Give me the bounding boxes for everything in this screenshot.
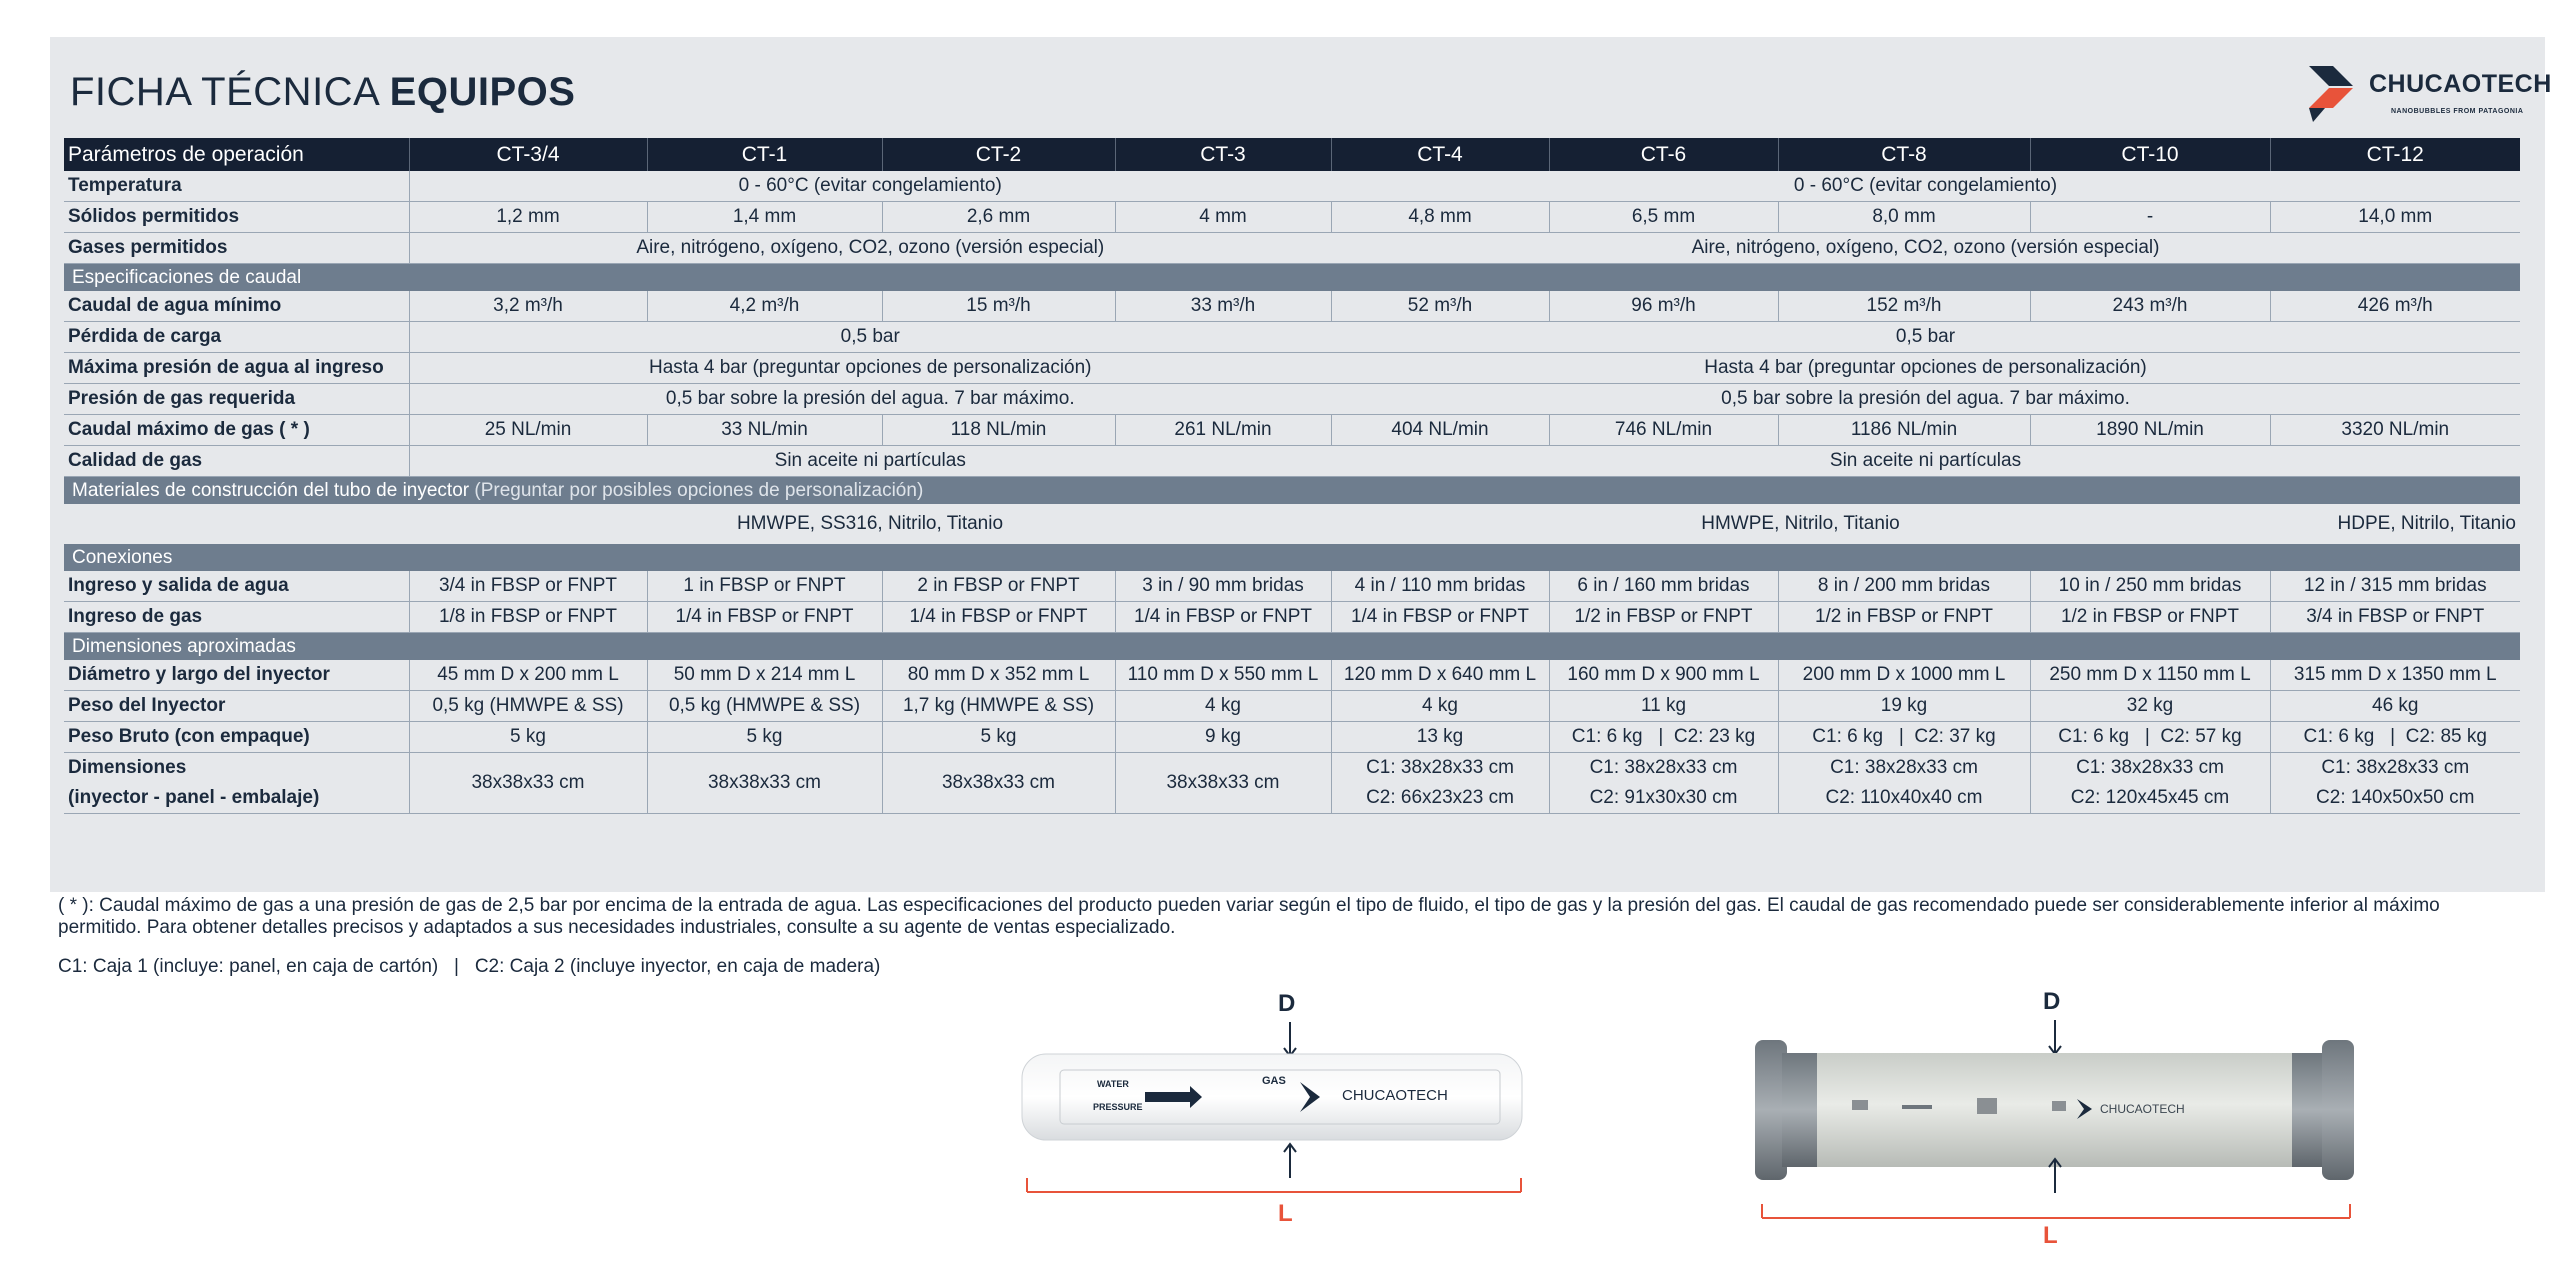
- model-header: CT-4: [1331, 138, 1549, 171]
- table-cell: 1/4 in FBSP or FNPT: [1115, 602, 1331, 633]
- row-label: [64, 753, 409, 814]
- table-cell: 3/4 in FBSP or FNPT: [2270, 602, 2520, 633]
- table-cell: [2270, 753, 2520, 814]
- table-header-row: [64, 138, 2520, 171]
- chucaotech-logo-icon: [2305, 64, 2365, 124]
- table-row: [64, 415, 2520, 446]
- section-row: [64, 544, 2520, 571]
- table-cell: 33 m³/h: [1115, 291, 1331, 322]
- model-header: CT-6: [1549, 138, 1778, 171]
- row-label: Calidad de gas: [64, 446, 409, 477]
- box2-dim: C2: 66x23x23 cm: [1366, 787, 1514, 808]
- model-header: CT-12: [2270, 138, 2520, 171]
- table-row: [64, 660, 2520, 691]
- table-cell: 6 in / 160 mm bridas: [1549, 571, 1778, 602]
- large-l-dimension-line: [1760, 1202, 2355, 1222]
- box1-dim: C1: 38x28x33 cm: [1589, 757, 1738, 778]
- table-cell: 1/4 in FBSP or FNPT: [882, 602, 1115, 633]
- table-cell: 38x38x33 cm: [882, 753, 1115, 814]
- small-d-arrow-up-icon: [1280, 1140, 1300, 1180]
- table-cell: [2030, 753, 2270, 814]
- table-cell: 0 - 60°C (evitar congelamiento): [409, 171, 1331, 202]
- small-d-label: D: [1278, 990, 1296, 1017]
- table-cell: 120 mm D x 640 mm L: [1331, 660, 1549, 691]
- row-label: Caudal de agua mínimo: [64, 291, 409, 322]
- table-cell: 1/2 in FBSP or FNPT: [1778, 602, 2030, 633]
- table-cell: 25 NL/min: [409, 415, 647, 446]
- section-dimensiones: Dimensiones aproximadas: [64, 633, 2520, 661]
- table-cell: 11 kg: [1549, 691, 1778, 722]
- section-row: [64, 477, 2520, 505]
- table-cell: 0 - 60°C (evitar congelamiento): [1331, 171, 2520, 202]
- table-cell: 96 m³/h: [1549, 291, 1778, 322]
- model-header: CT-3/4: [409, 138, 647, 171]
- page-title: FICHA TÉCNICA EQUIPOS: [70, 70, 576, 114]
- table-cell: 5 kg: [409, 722, 647, 753]
- table-cell: 12 in / 315 mm bridas: [2270, 571, 2520, 602]
- table-cell: 15 m³/h: [882, 291, 1115, 322]
- table-cell: 0,5 kg (HMWPE & SS): [647, 691, 882, 722]
- table-cell: 261 NL/min: [1115, 415, 1331, 446]
- row-label: Presión de gas requerida: [64, 384, 409, 415]
- table-cell: 746 NL/min: [1549, 415, 1778, 446]
- model-header: CT-1: [647, 138, 882, 171]
- box2-dim: C2: 91x30x30 cm: [1589, 787, 1738, 808]
- table-cell: 1 in FBSP or FNPT: [647, 571, 882, 602]
- table-row: [64, 322, 2520, 353]
- section-conexiones: Conexiones: [64, 544, 2520, 571]
- small-l-dimension-line: [1025, 1176, 1525, 1196]
- table-cell: 110 mm D x 550 mm L: [1115, 660, 1331, 691]
- table-cell: 4 kg: [1331, 691, 1549, 722]
- table-cell: 3320 NL/min: [2270, 415, 2520, 446]
- table-cell: 8 in / 200 mm bridas: [1778, 571, 2030, 602]
- table-cell: 3/4 in FBSP or FNPT: [409, 571, 647, 602]
- logo-tagline: NANOBUBBLES FROM PATAGONIA: [2391, 108, 2524, 115]
- box1-dim: C1: 38x28x33 cm: [2321, 757, 2470, 778]
- table-row: [64, 291, 2520, 322]
- row-label: Caudal máximo de gas ( * ): [64, 415, 409, 446]
- table-cell: C1: 6 kg | C2: 37 kg: [1778, 722, 2030, 753]
- table-row: [64, 202, 2520, 233]
- table-cell: Aire, nitrógeno, oxígeno, CO2, ozono (versión especial): [1331, 233, 2520, 264]
- table-cell: 250 mm D x 1150 mm L: [2030, 660, 2270, 691]
- table-cell: 1/2 in FBSP or FNPT: [1549, 602, 1778, 633]
- model-header: CT-10: [2030, 138, 2270, 171]
- table-cell: 6,5 mm: [1549, 202, 1778, 233]
- table-cell: 200 mm D x 1000 mm L: [1778, 660, 2030, 691]
- section-caudal: Especificaciones de caudal: [64, 264, 2520, 292]
- large-l-label: L: [2043, 1222, 2058, 1249]
- table-cell: 160 mm D x 900 mm L: [1549, 660, 1778, 691]
- table-cell: 5 kg: [647, 722, 882, 753]
- row-label: Temperatura: [64, 171, 409, 202]
- table-cell: [1549, 753, 1778, 814]
- table-cell: Hasta 4 bar (preguntar opciones de personalización): [1331, 353, 2520, 384]
- table-cell: 52 m³/h: [1331, 291, 1549, 322]
- row-label: Gases permitidos: [64, 233, 409, 264]
- table-cell: 2,6 mm: [882, 202, 1115, 233]
- table-cell: 0,5 bar sobre la presión del agua. 7 bar máximo.: [409, 384, 1331, 415]
- empty-cell: [64, 504, 409, 544]
- row-label: Sólidos permitidos: [64, 202, 409, 233]
- table-cell: 404 NL/min: [1331, 415, 1549, 446]
- box1-dim: C1: 38x28x33 cm: [1366, 757, 1514, 778]
- table-cell: 1,4 mm: [647, 202, 882, 233]
- table-cell: 38x38x33 cm: [1115, 753, 1331, 814]
- table-cell: Sin aceite ni partículas: [1331, 446, 2520, 477]
- table-cell: 152 m³/h: [1778, 291, 2030, 322]
- table-cell: 33 NL/min: [647, 415, 882, 446]
- small-brand-label: CHUCAOTECH: [1342, 1087, 1448, 1104]
- table-cell: 4 mm: [1115, 202, 1331, 233]
- table-cell: 10 in / 250 mm bridas: [2030, 571, 2270, 602]
- footnote-gas: ( * ): Caudal máximo de gas a una presión de gas de 2,5 bar por encima de la entrada de agua. Las especificaciones del producto pueden variar según el tipo de fluido, el tipo de gas y la presión del gas. El caudal de gas recomendado puede ser considerablemente inferior al máximo permitido. Para obtener detalles precisos y adaptados a sus necesidades industriales, consulte a su agente de ventas especializado.: [58, 895, 2440, 938]
- table-cell: 1/2 in FBSP or FNPT: [2030, 602, 2270, 633]
- row-label-line2: (inyector - panel - embalaje): [68, 787, 320, 808]
- spec-table: [64, 138, 2520, 814]
- logo-name: CHUCAOTECH: [2369, 70, 2552, 98]
- table-row: [64, 753, 2520, 814]
- section-materiales-title: Materiales de construcción del tubo de inyector: [72, 479, 470, 501]
- table-cell: 0,5 kg (HMWPE & SS): [409, 691, 647, 722]
- section-materiales-note: (Preguntar por posibles opciones de personalización): [474, 479, 924, 501]
- section-row: [64, 633, 2520, 661]
- table-cell: C1: 6 kg | C2: 85 kg: [2270, 722, 2520, 753]
- table-cell: 5 kg: [882, 722, 1115, 753]
- material-cell: HDPE, Nitrilo, Titanio: [2337, 513, 2516, 534]
- table-cell: 46 kg: [2270, 691, 2520, 722]
- table-cell: 19 kg: [1778, 691, 2030, 722]
- table-cell: 8,0 mm: [1778, 202, 2030, 233]
- table-cell: 3 in / 90 mm bridas: [1115, 571, 1331, 602]
- table-cell: 4,2 m³/h: [647, 291, 882, 322]
- model-header: CT-2: [882, 138, 1115, 171]
- table-cell: 1,7 kg (HMWPE & SS): [882, 691, 1115, 722]
- row-label: Ingreso de gas: [64, 602, 409, 633]
- table-row: [64, 571, 2520, 602]
- table-cell: 3,2 m³/h: [409, 291, 647, 322]
- chucaotech-logo: [2305, 64, 2552, 124]
- row-label: Pérdida de carga: [64, 322, 409, 353]
- table-cell: 0,5 bar: [1331, 322, 2520, 353]
- small-water-label: WATER: [1097, 1079, 1129, 1089]
- table-cell: 45 mm D x 200 mm L: [409, 660, 647, 691]
- table-row: [64, 722, 2520, 753]
- table-cell: 1/8 in FBSP or FNPT: [409, 602, 647, 633]
- table-cell: 1/4 in FBSP or FNPT: [1331, 602, 1549, 633]
- table-cell: 80 mm D x 352 mm L: [882, 660, 1115, 691]
- table-cell: 0,5 bar sobre la presión del agua. 7 bar máximo.: [1331, 384, 2520, 415]
- table-cell: 426 m³/h: [2270, 291, 2520, 322]
- header-label: Parámetros de operación: [64, 138, 409, 171]
- table-cell: 14,0 mm: [2270, 202, 2520, 233]
- box1-dim: C1: 38x28x33 cm: [1830, 757, 1978, 778]
- row-label: Peso Bruto (con empaque): [64, 722, 409, 753]
- table-cell: 38x38x33 cm: [409, 753, 647, 814]
- large-d-arrow-up-icon: [2045, 1155, 2065, 1195]
- row-label: Diámetro y largo del inyector: [64, 660, 409, 691]
- table-cell: 9 kg: [1115, 722, 1331, 753]
- large-brand-label: CHUCAOTECH: [2100, 1102, 2185, 1116]
- table-row: [64, 602, 2520, 633]
- table-cell: 2 in FBSP or FNPT: [882, 571, 1115, 602]
- section-row: [64, 264, 2520, 292]
- material-cell: HMWPE, SS316, Nitrilo, Titanio: [736, 513, 1004, 534]
- table-cell: 50 mm D x 214 mm L: [647, 660, 882, 691]
- table-cell: 243 m³/h: [2030, 291, 2270, 322]
- table-cell: 4 kg: [1115, 691, 1331, 722]
- large-d-label: D: [2043, 988, 2061, 1015]
- table-row: [64, 353, 2520, 384]
- table-cell: Sin aceite ni partículas: [409, 446, 1331, 477]
- section-materiales: [64, 477, 2520, 505]
- box2-dim: C2: 110x40x40 cm: [1825, 787, 1983, 808]
- table-cell: 4 in / 110 mm bridas: [1331, 571, 1549, 602]
- table-row: [64, 691, 2520, 722]
- table-cell: 0,5 bar: [409, 322, 1331, 353]
- table-cell: 1/4 in FBSP or FNPT: [647, 602, 882, 633]
- table-cell: [1778, 753, 2030, 814]
- box1-dim: C1: 38x28x33 cm: [2076, 757, 2224, 778]
- model-header: CT-8: [1778, 138, 2030, 171]
- table-cell: 1,2 mm: [409, 202, 647, 233]
- small-injector-image: [1020, 1052, 1525, 1142]
- row-label: Máxima presión de agua al ingreso: [64, 353, 409, 384]
- small-l-label: L: [1278, 1200, 1293, 1227]
- model-header: CT-3: [1115, 138, 1331, 171]
- table-cell: 13 kg: [1331, 722, 1549, 753]
- material-cell: HMWPE, Nitrilo, Titanio: [1701, 513, 1900, 534]
- footnote-boxes: C1: Caja 1 (incluye: panel, en caja de cartón) | C2: Caja 2 (incluye inyector, en caja de madera): [58, 956, 881, 977]
- table-row: [64, 504, 2520, 544]
- row-label: Ingreso y salida de agua: [64, 571, 409, 602]
- table-cell: C1: 6 kg | C2: 57 kg: [2030, 722, 2270, 753]
- table-cell: 38x38x33 cm: [647, 753, 882, 814]
- table-row: [64, 384, 2520, 415]
- table-cell: 315 mm D x 1350 mm L: [2270, 660, 2520, 691]
- row-label-line1: Dimensiones: [68, 757, 187, 778]
- table-row: [64, 171, 2520, 202]
- table-cell: 4,8 mm: [1331, 202, 1549, 233]
- small-pressure-label: PRESSURE: [1093, 1102, 1143, 1112]
- table-cell: 118 NL/min: [882, 415, 1115, 446]
- box2-dim: C2: 120x45x45 cm: [2070, 787, 2230, 808]
- table-row: [64, 233, 2520, 264]
- table-cell: C1: 6 kg | C2: 23 kg: [1549, 722, 1778, 753]
- box2-dim: C2: 140x50x50 cm: [2316, 787, 2475, 808]
- table-cell: [1331, 753, 1549, 814]
- table-row: [64, 446, 2520, 477]
- table-cell: -: [2030, 202, 2270, 233]
- row-label: Peso del Inyector: [64, 691, 409, 722]
- table-cell: 1890 NL/min: [2030, 415, 2270, 446]
- table-cell: 1186 NL/min: [1778, 415, 2030, 446]
- table-cell: 32 kg: [2030, 691, 2270, 722]
- table-cell: Aire, nitrógeno, oxígeno, CO2, ozono (versión especial): [409, 233, 1331, 264]
- small-gas-label: GAS: [1262, 1075, 1286, 1087]
- table-cell: Hasta 4 bar (preguntar opciones de personalización): [409, 353, 1331, 384]
